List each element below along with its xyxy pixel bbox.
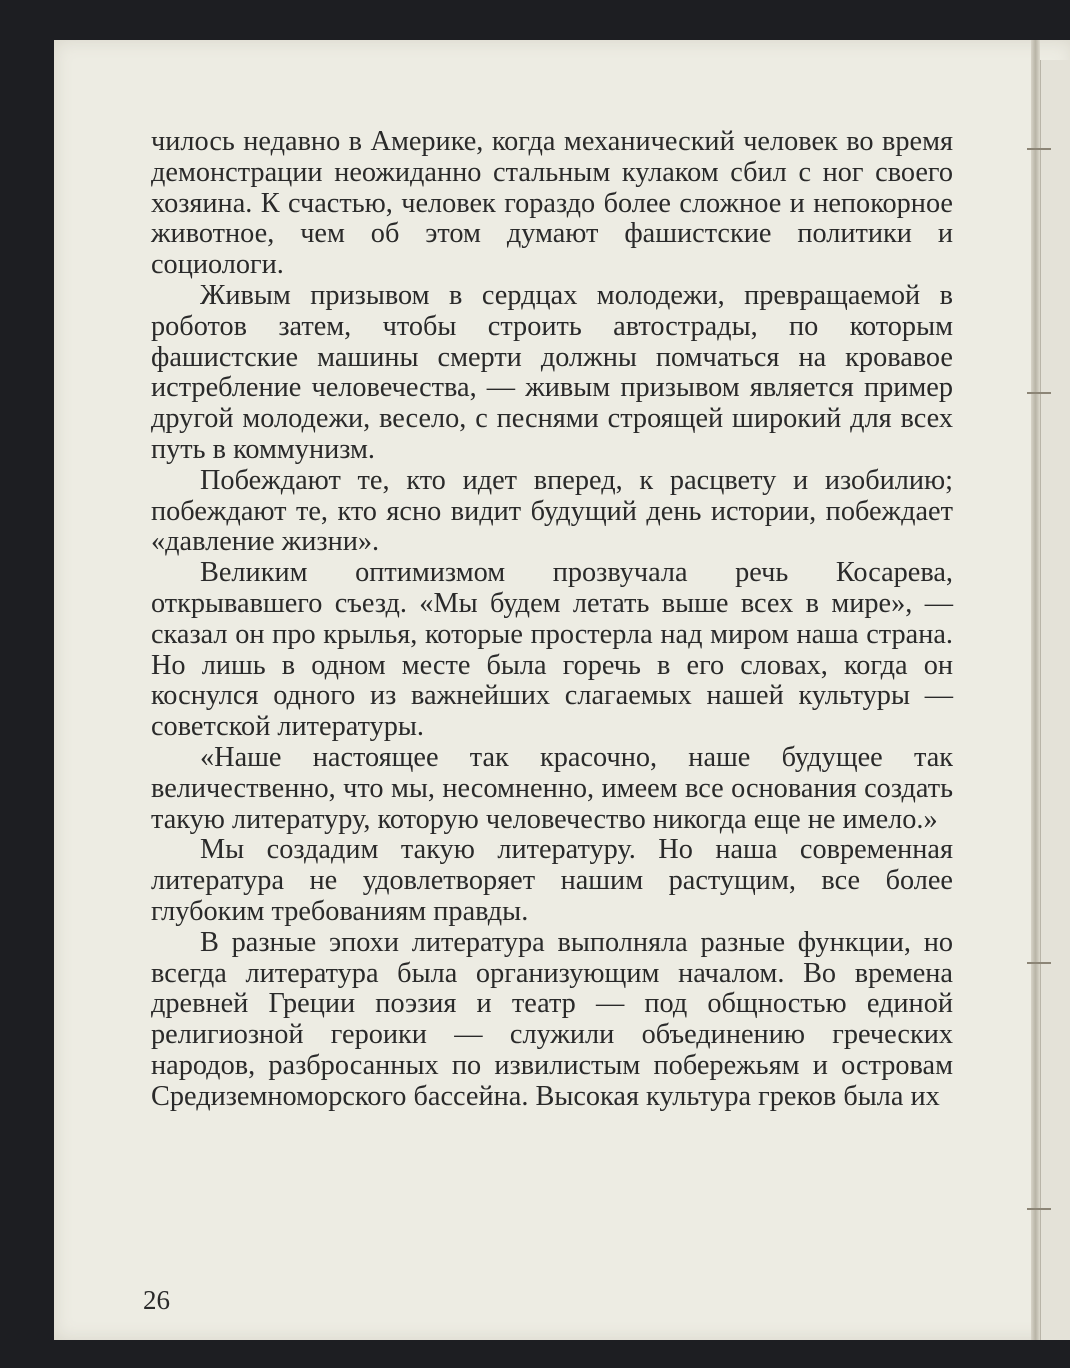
- facing-page-edge: [1040, 60, 1070, 1340]
- paragraph: «Наше настоящее так красочно, наше будущее так величественно, что мы, несомненно, имеем все основания создать такую литературу, которую человечество никогда еще не имело.»: [151, 741, 953, 835]
- paragraph: Побеждают те, кто идет вперед, к расцвету и изобилию; побеждают те, кто ясно видит будущий день истории, побеждает «давление жизни».: [151, 464, 953, 558]
- paragraph: Живым призывом в сердцах молодежи, превращаемой в роботов затем, чтобы строить автострады, по которым фашистские машины смерти должны помчаться на кровавое истребление человечества, — живым призывом является пример другой молодежи, весело, с песнями строящей широкий для всех путь в коммунизм.: [151, 279, 953, 465]
- binding-stitch: [1027, 392, 1051, 394]
- binding-stitch: [1027, 1208, 1051, 1210]
- paragraph: В разные эпохи литература выполняла разные функции, но всегда литература была организующим началом. Во времена древней Греции поэзия и театр — под общностью единой религиозной героики — служили объединению греческих народов, разбросанных по извилистым побережьям и островам Средиземноморского бассейна. Высокая культура греков была их: [151, 926, 953, 1112]
- page-number: 26: [143, 1285, 170, 1315]
- paragraph: чилось недавно в Америке, когда механический человек во время демонстрации неожиданно стальным кулаком сбил с ног своего хозяина. К счастью, человек гораздо более сложное и непокорное животное, чем об этом думают фашистские политики и социологи.: [151, 126, 953, 281]
- book-spine: [1031, 40, 1040, 1340]
- binding-stitch: [1027, 148, 1051, 150]
- paragraph: Великим оптимизмом прозвучала речь Косарева, открывавшего съезд. «Мы будем летать выше всех в мире», — сказал он про крылья, которые простерла над миром наша страна. Но лишь в одном месте была горечь в его словах, когда он коснулся одного из важнейших слагаемых нашей культуры — советской литературы.: [151, 557, 953, 743]
- body-text: [151, 127, 953, 1113]
- paragraph: Мы создадим такую литературу. Но наша современная литература не удовлетворяет нашим растущим, все более глубоким требованиям правды.: [151, 834, 953, 927]
- binding-stitch: [1027, 962, 1051, 964]
